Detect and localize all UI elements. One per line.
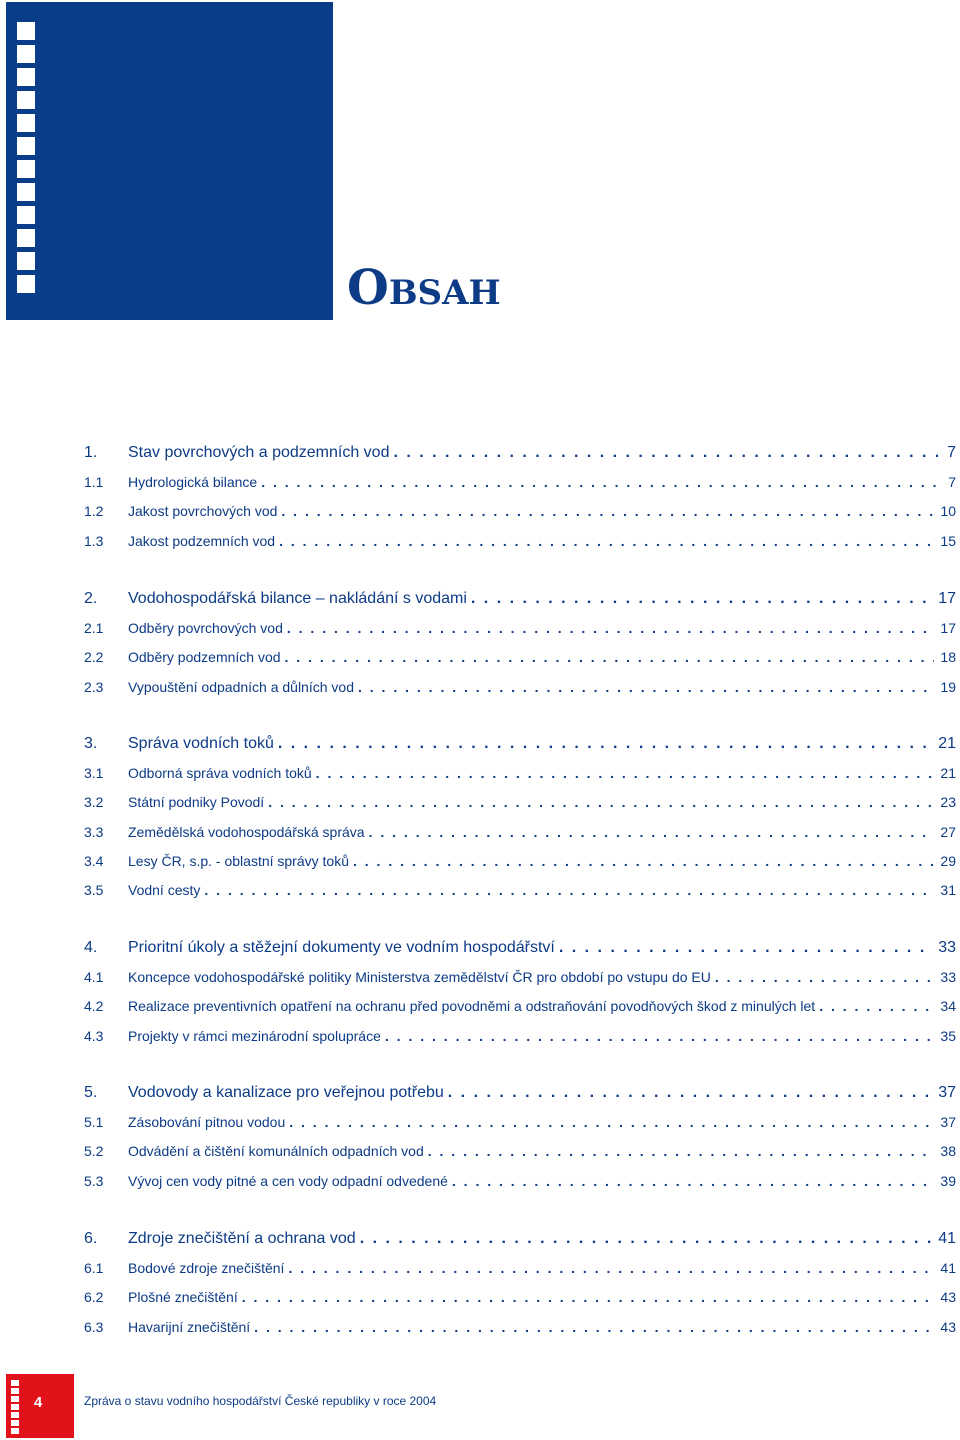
toc-dot-leader: [452, 1170, 935, 1192]
toc-entry-page: 41: [938, 1230, 956, 1247]
toc-entry-title: Bodové zdroje znečištění: [128, 1260, 285, 1277]
decorative-square: [17, 183, 35, 201]
toc-subsection-entry[interactable]: [84, 676, 956, 698]
header-blue-block: [6, 2, 333, 320]
toc-entry-page: 17: [938, 590, 956, 607]
toc-entry-title: Vodohospodářská bilance – nakládání s vodami: [128, 590, 467, 607]
toc-dot-leader: [369, 821, 935, 843]
toc-dot-leader: [353, 850, 934, 872]
decorative-square: [17, 68, 35, 86]
toc-entry-number: 4.: [84, 939, 98, 956]
toc-entry-page: 35: [940, 1027, 956, 1044]
decorative-square: [17, 45, 35, 63]
toc-entry-title: Vodovody a kanalizace pro veřejnou potřebu: [128, 1084, 444, 1101]
toc-subsection-entry[interactable]: [84, 530, 956, 552]
toc-entry-number: 4.2: [84, 998, 104, 1015]
toc-entry-title: Projekty v rámci mezinárodní spolupráce: [128, 1027, 381, 1044]
toc-entry-title: Vypouštění odpadních a důlních vod: [128, 678, 354, 695]
toc-entry-page: 7: [947, 444, 956, 461]
footer-square-stripe: [11, 1380, 19, 1436]
toc-entry-title: Zdroje znečištění a ochrana vod: [128, 1230, 356, 1247]
toc-dot-leader: [285, 646, 935, 668]
toc-entry-page: 21: [938, 735, 956, 752]
toc-subsection-entry[interactable]: [84, 500, 956, 522]
decorative-square: [17, 252, 35, 270]
decorative-square: [11, 1388, 19, 1394]
toc-dot-leader: [287, 617, 935, 639]
toc-entry-title: Správa vodních toků: [128, 735, 274, 752]
decorative-square: [17, 137, 35, 155]
toc-section-entry[interactable]: [84, 1228, 956, 1250]
toc-dot-leader: [715, 966, 935, 988]
toc-entry-page: 17: [940, 620, 956, 637]
toc-dot-leader: [281, 500, 934, 522]
toc-entry-number: 5.2: [84, 1143, 104, 1160]
toc-section-entry[interactable]: [84, 442, 956, 464]
toc-entry-page: 21: [940, 765, 956, 782]
toc-dot-leader: [288, 1257, 934, 1279]
toc-entry-number: 3.2: [84, 794, 104, 811]
toc-section-entry[interactable]: [84, 937, 956, 959]
toc-entry-page: 43: [940, 1318, 956, 1335]
toc-dot-leader: [559, 937, 932, 959]
toc-subsection-entry[interactable]: [84, 850, 956, 872]
toc-entry-title: Odborná správa vodních toků: [128, 765, 312, 782]
footer-page-badge: [6, 1374, 74, 1438]
toc-entry-title: Odběry podzemních vod: [128, 649, 281, 666]
toc-entry-number: 2.: [84, 590, 98, 607]
header-square-stripe: [17, 22, 35, 298]
decorative-square: [11, 1412, 19, 1418]
toc-dot-leader: [393, 442, 938, 464]
decorative-square: [17, 206, 35, 224]
toc-subsection-entry[interactable]: [84, 1025, 956, 1047]
toc-entry-number: 2.3: [84, 678, 104, 695]
toc-subsection-entry[interactable]: [84, 821, 956, 843]
toc-subsection-entry[interactable]: [84, 1286, 956, 1308]
toc-entry-page: 31: [940, 882, 956, 898]
toc-entry-number: 3.1: [84, 765, 104, 782]
decorative-square: [11, 1404, 19, 1410]
toc-subsection-entry[interactable]: [84, 471, 956, 493]
decorative-square: [11, 1396, 19, 1402]
toc-entry-title: Stav povrchových a podzemních vod: [128, 444, 390, 461]
toc-dot-leader: [261, 471, 938, 493]
toc-entry-number: 6.2: [84, 1289, 104, 1306]
toc-dot-leader: [819, 995, 934, 1017]
toc-entry-title: Plošné znečištění: [128, 1289, 238, 1306]
toc-subsection-entry[interactable]: [84, 1111, 956, 1133]
toc-entry-page: 23: [940, 794, 956, 811]
toc-entry-title: Hydrologická bilance: [128, 474, 258, 491]
toc-dot-leader: [204, 879, 934, 901]
toc-entry-page: 19: [940, 678, 956, 695]
toc-entry-number: 4.1: [84, 969, 104, 986]
toc-section-entry[interactable]: [84, 588, 956, 610]
toc-entry-number: 5.1: [84, 1114, 104, 1131]
toc-dot-leader: [268, 791, 934, 813]
toc-subsection-entry[interactable]: [84, 1170, 956, 1192]
toc-dot-leader: [278, 733, 932, 755]
decorative-square: [17, 114, 35, 132]
toc-entry-number: 1.1: [84, 474, 104, 491]
toc-entry-title: Jakost podzemních vod: [128, 532, 276, 549]
toc-entry-title: Prioritní úkoly a stěžejní dokumenty ve vodním hospodářství: [128, 939, 555, 956]
toc-entry-title: Lesy ČR, s.p. - oblastní správy toků: [128, 852, 349, 869]
toc-dot-leader: [471, 588, 932, 610]
toc-entry-page: 37: [938, 1084, 956, 1101]
toc-entry-title: Vodní cesty: [128, 882, 201, 898]
toc-entry-title: Koncepce vodohospodářské politiky Ministerstva zemědělství ČR pro období po vstupu do EU: [128, 969, 711, 986]
toc-entry-page: 33: [938, 939, 956, 956]
toc-subsection-entry[interactable]: [84, 879, 956, 901]
toc-entry-page: 37: [940, 1114, 956, 1131]
decorative-square: [17, 229, 35, 247]
decorative-square: [17, 275, 35, 293]
toc-entry-page: 18: [940, 649, 956, 666]
toc-entry-number: 1.: [84, 444, 98, 461]
toc-dot-leader: [360, 1228, 933, 1250]
decorative-square: [11, 1380, 19, 1386]
toc-subsection-entry[interactable]: [84, 617, 956, 639]
toc-entry-page: 39: [940, 1172, 956, 1189]
toc-subsection-entry[interactable]: [84, 791, 956, 813]
toc-section-entry[interactable]: [84, 1082, 956, 1104]
toc-subsection-entry[interactable]: [84, 995, 956, 1017]
toc-entry-number: 2.2: [84, 649, 104, 666]
toc-entry-title: Odběry povrchových vod: [128, 620, 283, 637]
toc-entry-title: Havarijní znečištění: [128, 1318, 251, 1335]
toc-entry-number: 5.3: [84, 1172, 104, 1189]
toc-entry-number: 3.: [84, 735, 98, 752]
toc-entry-page: 27: [940, 823, 956, 840]
toc-entry-title: Realizace preventivních opatření na ochranu před povodněmi a odstraňování povodňových škod z minulých let: [128, 998, 816, 1015]
toc-entry-page: 33: [940, 969, 956, 986]
toc-entry-page: 15: [940, 532, 956, 549]
footer-page-number: 4: [33, 1394, 43, 1411]
toc-dot-leader: [242, 1286, 935, 1308]
decorative-square: [11, 1420, 19, 1426]
toc-entry-number: 6.: [84, 1230, 98, 1247]
toc-entry-number: 5.: [84, 1084, 98, 1101]
toc-dot-leader: [448, 1082, 932, 1104]
toc-dot-leader: [428, 1140, 935, 1162]
decorative-square: [17, 91, 35, 109]
toc-entry-number: 3.4: [84, 852, 104, 869]
toc-entry-title: Státní podniky Povodí: [128, 794, 265, 811]
decorative-square: [17, 160, 35, 178]
toc-entry-number: 1.2: [84, 503, 104, 520]
toc-entry-page: 7: [948, 474, 956, 491]
toc-dot-leader: [358, 676, 934, 698]
toc-subsection-entry[interactable]: [84, 762, 956, 784]
toc-entry-number: 3.3: [84, 823, 104, 840]
toc-entry-number: 1.3: [84, 532, 104, 549]
toc-entry-page: 10: [940, 503, 956, 520]
toc-entry-number: 2.1: [84, 620, 104, 637]
toc-subsection-entry[interactable]: [84, 646, 956, 668]
page-title: Obsah: [347, 260, 501, 316]
toc-entry-title: Zemědělská vodohospodářská správa: [128, 823, 365, 840]
toc-entry-page: 43: [940, 1289, 956, 1306]
decorative-square: [17, 22, 35, 40]
toc-dot-leader: [279, 530, 934, 552]
toc-entry-number: 3.5: [84, 882, 104, 898]
toc-entry-page: 29: [940, 852, 956, 869]
toc-entry-title: Odvádění a čištění komunálních odpadních vod: [128, 1143, 424, 1160]
toc-subsection-entry[interactable]: [84, 1257, 956, 1279]
toc-dot-leader: [289, 1111, 934, 1133]
toc-entry-number: 6.1: [84, 1260, 104, 1277]
toc-subsection-entry[interactable]: [84, 1316, 956, 1338]
toc-entry-title: Zásobování pitnou vodou: [128, 1114, 286, 1131]
toc-dot-leader: [385, 1025, 935, 1047]
toc-dot-leader: [254, 1316, 934, 1338]
toc-section-entry[interactable]: [84, 733, 956, 755]
toc-entry-title: Jakost povrchových vod: [128, 503, 278, 520]
toc-entry-page: 38: [940, 1143, 956, 1160]
toc-subsection-entry[interactable]: [84, 966, 956, 988]
toc-entry-title: Vývoj cen vody pitné a cen vody odpadní odvedené: [128, 1172, 448, 1189]
toc-entry-page: 41: [940, 1260, 956, 1277]
decorative-square: [11, 1428, 19, 1434]
footer-publication-title: Zpráva o stavu vodního hospodářství České republiky v roce 2004: [84, 1394, 437, 1408]
toc-entry-number: 6.3: [84, 1318, 104, 1335]
toc-subsection-entry[interactable]: [84, 1140, 956, 1162]
toc-entry-page: 34: [940, 998, 956, 1015]
toc-entry-number: 4.3: [84, 1027, 104, 1044]
toc-dot-leader: [316, 762, 935, 784]
